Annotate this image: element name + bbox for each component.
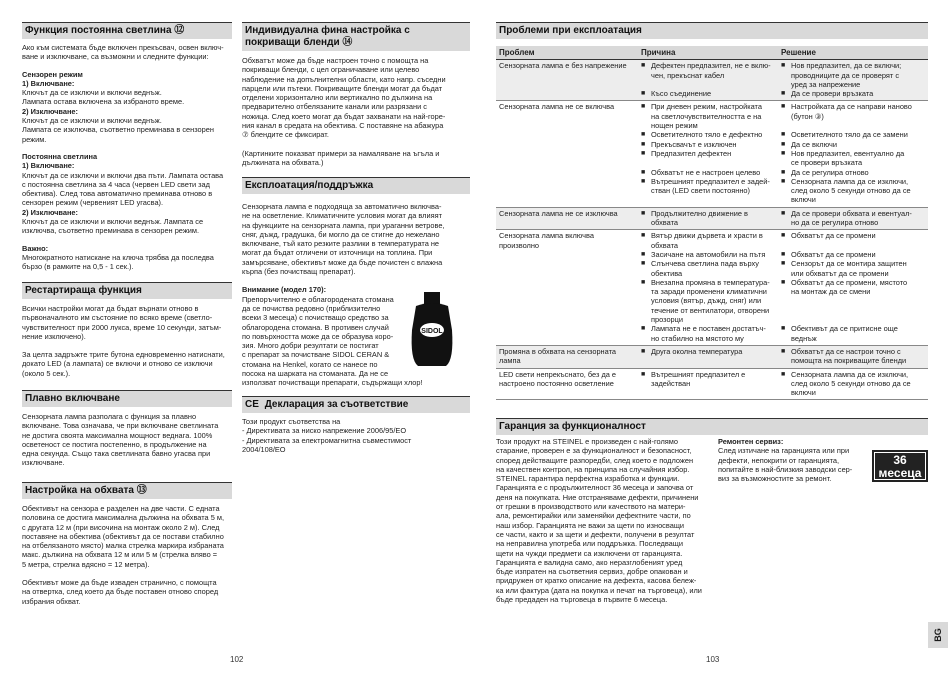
cause-item: ■ Предпазител дефектен — [641, 149, 775, 168]
repair-service — [718, 437, 868, 483]
problem-cell: LED свети непрекъснато, без да е настроено постоянно осветление — [496, 368, 638, 400]
remedy-cell — [778, 368, 928, 400]
table-row — [496, 60, 928, 101]
cause-cell — [638, 368, 778, 400]
cause-item: ■ Лампата не е поставен достатъч- но стабилно на мястото му — [641, 324, 775, 343]
paragraph: Обхватът може да бъде настроен точно с помощта на покриващи бленди, с цел ограничаване или целево наблюдение на допълнителни области, като напр. съседни парцели или пътеки. Покриващите бленди могат да бъдат отделени хоризонтално или вертикално по дължина на предварително отбелязаните канали или разрязани с ножица. След което могат да бъдат захванати на най-горе- ния канал в средата на обектива. С поставяне на абажура ⑦ блендите се фиксират. — [242, 56, 446, 140]
language-tab — [928, 622, 948, 648]
bottle-brand-text: SIDOL — [421, 328, 443, 335]
cause-item: ■ Слънчева светлина пада върху обектива — [641, 259, 775, 278]
remedy-cell — [778, 207, 928, 230]
problem-cell: Промяна в обхвата на сензорната лампа — [496, 345, 638, 368]
subheading: 2) Изключване: — [22, 207, 79, 217]
remedy-item: ■ Сензорната лампа да се изключи, след около 5 секунди отново да се включи — [781, 370, 925, 398]
cause-cell — [638, 101, 778, 207]
table-row — [496, 368, 928, 400]
paragraph: Обективът може да бъде изваден странично, с помощта на отвертка, след което да бъде поставен отново според избрания обхват. — [22, 578, 219, 606]
paragraph: Обективът на сензора е разделен на две части. С едната половина се достига максимална дължина на обхвата 5 м, с другата 12 м (при височина на монтаж около 2 м). След поставяне на обектива (обективът да се постави стабилно на отбелязаното място) малка стрелка маркира избраната макс. дължина на обхвата 12 м или 5 м (стрелка вляво = 5 метра, стрелка вдясно = 12 метра). — [22, 504, 225, 569]
remedy-item: ■ Обхватът да се промени — [781, 250, 925, 259]
section-title: Гаранция за функционалност — [496, 418, 928, 435]
cause-item: ■ Друга околна температура — [641, 347, 775, 366]
cause-cell — [638, 207, 778, 230]
remedy-item: ■ Да се провери обхвата и евентуал- но да се регулира отново — [781, 209, 925, 228]
paragraph: Препоръчително е облагородената стомана да се почиства редовно (приблизително всеки 3 месеца) с почистващо средство за облагородена стомана. В противен случай по повърхността може да се образува коро- зия. Много добри резултати се постигат с препарат за почистване SIDOL CERAN & стомана на Henkel, когато се нанесе по посока на шарката на стоманата. Да не се използват почистващи препарати, съдържащи хлор! — [242, 294, 423, 388]
remedy-item: ■ Да се провери връзката — [781, 89, 925, 98]
remedy-cell — [778, 101, 928, 207]
paragraph: Ключът да се изключи и включи веднъж. Лампата се изключва, съответно преминава в сензорен режим. — [22, 116, 214, 144]
paragraph: Сензорната лампа разполага с функция за плавно включване. Това означава, че при включване светлината не достига своята максимална мощност веднага. 100% осветеност се постига постепенно, в продължение на една секунда. Също така светлината бавно угасва при изключване. — [22, 412, 219, 468]
table-row — [496, 207, 928, 230]
subheading: 1) Включване: — [22, 161, 75, 171]
remedy-cell — [778, 60, 928, 101]
section-title: Настройка на обхвата ⑬ — [22, 482, 232, 499]
warranty-section — [496, 418, 928, 435]
paragraph: Многократното натискане на ключа трябва да последва бързо (в рамките на 0,5 - 1 сек.). — [22, 252, 214, 272]
remedy-item: ■ Обхватът да се промени — [781, 231, 925, 250]
remedy-item: ■ Нов предпазител, евентуално да се провери връзката — [781, 149, 925, 168]
subheading: Постоянна светлина — [22, 151, 98, 161]
paragraph: Сензорната лампа е подходяща за автоматично включва- не на осветление. Климатичните условия могат да влияят на функциите на сензорната лампа, при ураганни ветрове, сняг, дъжд, градушка, би могло да се стигне до нежелано включване, тъй като резките разлики в температурата не могат да бъдат отличени от източници на топлина. При замърсяване, обективът може да бъде почистен с влажна кърпа (без почистващ препарат). — [242, 202, 445, 277]
cause-cell — [638, 230, 778, 346]
cause-cell — [638, 345, 778, 368]
cause-item: ■ Засичане на автомобили на пътя — [641, 250, 775, 259]
table-row — [496, 101, 928, 207]
paragraph: Ключът да се изключи и включи веднъж. Лампата остава включена за избраното време. — [22, 88, 185, 107]
cause-item: ■ Обхватът не е настроен целево — [641, 168, 775, 177]
problem-cell: Сензорната лампа включва произволно — [496, 230, 638, 346]
paragraph: Този продукт съответства на - Директивата за ниско напрежение 2006/95/EO - Директивата за електромагнитна съвместимост 2004/108/EO — [242, 417, 412, 454]
warranty-text: Този продукт на STEINEL е произведен с най-голямо старание, проверен е за функционалност и безопасност, според действащите разпоредби, след което е подложен на качествен контрол, на принципа на случайния избор. STEINEL гарантира перфектна изработка и функции. Гаранцията е с продължителност 36 месеца и започва от деня на покупката. Ние отстраняваме дефекти, причинени от грешки в производството или качеството на матери- ала, ремонтирайки или заменяйки дефектните части, по наш избор. Гаранцията не важи за щети по износващи се части, както и за щети и дефекти, получени в резултат на неправилна употреба или поддръжка. Последващи щети на чужди предмети са изключени от гаранцията. Гаранцията е валидна само, ако неразглобеният уред бъде изпратен на съответния сервиз, добре опакован и придружен от кратко описание на дефекта, касова бележ- ка или фактура (дата на покупка и печат на търговеца), или бъде предаден на търговеца в първите 6 месеца. — [496, 437, 702, 605]
cleaner-bottle-image — [402, 290, 462, 370]
page-number-left: 102 — [230, 655, 244, 664]
problem-cell: Сензорната лампа не се включва — [496, 101, 638, 207]
remedy-item: ■ Нов предпазител, да се включи; проводниците да се проверят с уред за напрежение — [781, 61, 925, 89]
cause-item: ■ Осветителното тяло е дефектно — [641, 130, 775, 139]
header-problem: Проблем — [496, 46, 638, 60]
subheading: 1) Включване: — [22, 78, 75, 88]
header-remedy: Решение — [778, 46, 928, 60]
cause-item: ■ Вятър движи дървета и храсти в обхвата — [641, 231, 775, 250]
table-header-row — [496, 46, 928, 60]
remedy-item: ■ Сензорната лампа да се изключи, след около 5 секунди отново да се включи — [781, 177, 925, 205]
section-title: Плавно включване — [22, 390, 232, 407]
remedy-item: ■ Обхватът да се промени, мястото на монтаж да се смени — [781, 278, 925, 325]
header-cause: Причина — [638, 46, 778, 60]
problem-cell: Сензорната лампа е без напрежение — [496, 60, 638, 101]
paragraph: Ключът да се изключи и включи веднъж. Лампата се изключва, съответно преминава в сензорен режим. — [22, 217, 204, 236]
cause-item: ■ Продължително движение в обхвата — [641, 209, 775, 228]
soft-start-section — [22, 390, 232, 468]
remedy-item: ■ Осветителното тяло да се замени — [781, 130, 925, 139]
remedy-item: ■ Обхватът да се настрои точно с помощта на покриващите бленди — [781, 347, 925, 366]
remedy-item: ■ Да се включи — [781, 140, 925, 149]
ce-mark-icon: CE — [245, 399, 259, 410]
cause-item: ■ При дневен режим, настройката на светлочувствителността е на нощен режим — [641, 102, 775, 130]
section-title: Експлоатация/поддръжка — [242, 177, 470, 194]
troubleshooting-table — [496, 46, 928, 400]
cause-cell — [638, 60, 778, 101]
cause-item: ■ Късо съединение — [641, 89, 775, 98]
table-row — [496, 230, 928, 346]
paragraph: Всички настройки могат да бъдат върнати отново в първоначалното им състояние по всяко време (светло- чувствителност при 2000 лукса, време 10 секунди, затъм- нение изключено). — [22, 304, 222, 341]
section-title: Проблеми при експлоатация — [496, 22, 928, 39]
subheading: Сензорен режим — [22, 69, 83, 79]
conformity-section — [242, 396, 470, 454]
fine-adjust-section — [242, 22, 470, 167]
section-title-text: Декларация за съответствие — [264, 399, 409, 410]
repair-text: След изтичане на гаранцията или при дефекти, непокрити от гаранцията, попитайте в най-близкия заводски сер- виз за възможностите за ремонт. — [718, 446, 853, 484]
remedy-item: ■ Да се регулира отново — [781, 168, 925, 177]
cause-item: ■ Прекъсвачът е изключен — [641, 140, 775, 149]
page-number-right: 103 — [706, 655, 720, 664]
remedy-cell — [778, 345, 928, 368]
cause-item: ■ Вътрешният предпазител е задей- стван (LED свети постоянно) — [641, 177, 775, 205]
warranty-badge — [872, 450, 931, 492]
subheading: Важно: — [22, 243, 49, 253]
constant-light-section — [22, 22, 232, 272]
paragraph: За целта задръжте трите бутона едновременно натиснати, докато LED (а лампата) се включи и отново се изключи (около 5 сек.). — [22, 350, 225, 378]
language-tab-label: BG — [933, 628, 943, 642]
badge-number: 36 месеца — [878, 453, 922, 480]
table-row — [496, 345, 928, 368]
reach-section — [22, 482, 232, 606]
subheading: 2) Изключване: — [22, 106, 79, 116]
section-title: Индивидуална фина настройка с покриващи бленди ⑭ — [242, 22, 470, 51]
section-title: Рестартираща функция — [22, 282, 232, 299]
remedy-cell — [778, 230, 928, 346]
section-title — [242, 396, 470, 413]
problem-cell: Сензорната лампа не се изключва — [496, 207, 638, 230]
section-intro: Ако към системата бъде включен прекъсвач, освен включ- ване и изключване, са възможни и следните функции: — [22, 43, 224, 62]
section-title: Функция постоянна светлина ⑫ — [22, 22, 232, 39]
remedy-item: ■ Сензорът да се монтира защитен или обхватът да се промени — [781, 259, 925, 278]
remedy-item: ■ Настройката да се направи наново (бутон ③) — [781, 102, 925, 130]
remedy-item: ■ Обективът да се притисне още веднъж — [781, 324, 925, 343]
cause-item: ■ Вътрешният предпазител е задействан — [641, 370, 775, 398]
reset-section — [22, 282, 232, 378]
table-body — [496, 60, 928, 400]
paragraph: (Картинките показват примери за намаляване на ъгъла и дължината на обхвата.) — [242, 148, 440, 167]
troubleshooting-section — [496, 22, 928, 39]
subheading: Внимание (модел 170): — [242, 285, 327, 295]
paragraph: Ключът да се изключи и включи два пъти. Лампата остава с постоянна светлина за 4 часа (червен LED свети зад обектива). След това автоматично преминава отново в сензорен режим (червеният LED угасва). — [22, 170, 224, 208]
repair-title: Ремонтен сервиз: — [718, 437, 784, 446]
badge-text: ГАРАНЦИЯ — [874, 481, 931, 492]
cause-item: ■ Дефектен предпазител, не е вклю- чен, прекъснат кабел — [641, 61, 775, 89]
cause-item: ■ Внезапна промяна в температура- та заради променени климатични условия (вятър, дъжд, сняг) или течение от вентилатори, отворени прозорци — [641, 278, 775, 325]
